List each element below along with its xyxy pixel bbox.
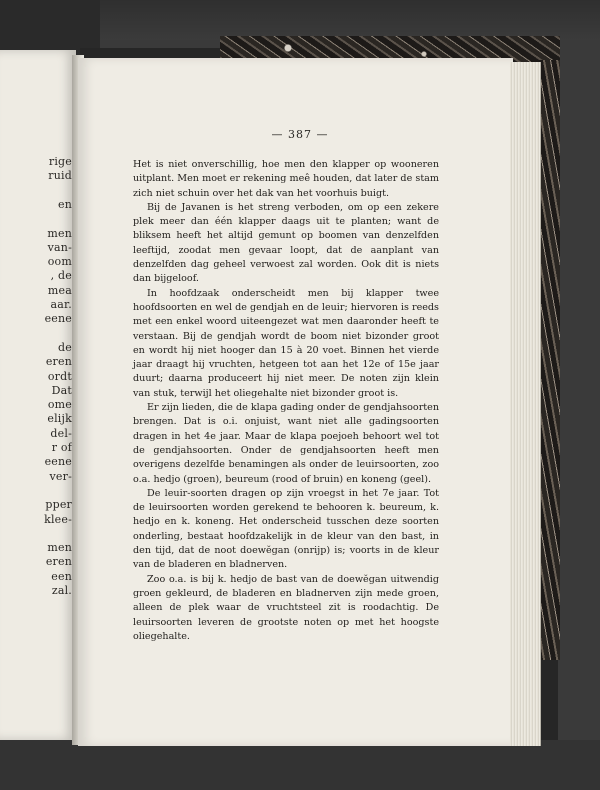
- left-page-fragment: oom: [47, 255, 72, 269]
- left-page-fragment: een: [51, 569, 72, 583]
- left-page-fragment: van-: [47, 240, 72, 254]
- body-text: [133, 158, 439, 644]
- paragraph: Het is niet onverschillig, hoe men den klapper op wooneren uitplant. Men moet er rekening meê houden, dat later de stam zich niet schuin over het dak van het voorhuis buigt.: [133, 159, 439, 199]
- left-page-fragment: del-: [50, 426, 72, 440]
- page-number: — 387 —: [271, 128, 329, 141]
- left-page-fragment: klee-: [44, 512, 72, 526]
- paragraph: Bij de Javanen is het streng verboden, om op een zekere plek meer dan één klapper daags uit te planten; want de bliksem heeft het altijd gemunt op boomen van denzelfden leeftijd, zoodat men gevaar loopt, dat de aanplant van denzelfden dag geheel verwoest zal worden. Ook dit is niets dan bijgeloof.: [133, 201, 439, 285]
- left-page-fragment: eene: [44, 312, 72, 326]
- left-page-fragment: rige: [48, 155, 72, 168]
- left-page-fragment: aar.: [50, 298, 72, 311]
- left-page: [0, 50, 76, 740]
- left-page-fragment: zal.: [51, 584, 72, 597]
- left-page-fragment: ver-: [49, 469, 72, 483]
- left-page-fragment: men: [47, 226, 72, 240]
- paragraph: Zoo o.a. is bij k. hedjo de bast van de doewĕgan uitwendig groen gekleurd, de bladeren en bladnerven zijn mede groen, alleen de plek waar de vruchtsteel zit is roodachtig. De leuirsoorten leveren de grootste noten op met het hoogste oliegehalte.: [133, 573, 439, 642]
- left-page-fragment: eren: [45, 355, 72, 369]
- left-page-fragment: , de: [50, 269, 72, 283]
- page-edges: [510, 62, 541, 746]
- left-page-fragment: r of: [51, 441, 72, 454]
- left-page-fragment: pper: [45, 498, 72, 512]
- left-page-fragment: eene: [44, 455, 72, 469]
- paragraph: Er zijn lieden, die de klapa gading onder de gendjahsoorten brengen. Dat is o.i. onjuist, want niet alle gadingsoorten dragen in het 4e jaar. Maar de klapa poejoeh behoort wel tot de gendjahsoorten. Onder de gendjahsoorten heeft men overigens dezelfde benamingen als onder de leuirsoorten, zoo o.a. hedjo (groen), beureum (rood of bruin) en koneng (geel).: [133, 402, 439, 485]
- paragraph: De leuir-soorten dragen op zijn vroegst in het 7e jaar. Tot de leuirsoorten worden gerekend te behooren k. beureum, k. hedjo en k. koneng. Het onderscheid tusschen deze soorten onderling, bestaat hoofdzakelijk in de kleur van den bast, in den tijd, dat de noot doewĕgan (onrijp) is; voorts in de kleur van de bladeren en bladnerven.: [133, 487, 439, 571]
- left-page-fragment: de: [58, 340, 72, 354]
- left-page-fragment: ordt: [47, 369, 72, 383]
- marbled-cover-side: [538, 60, 560, 660]
- left-page-fragment: ome: [47, 398, 72, 412]
- left-page-fragment: ruid: [48, 169, 72, 183]
- left-page-fragment: en: [58, 197, 72, 211]
- left-page-fragment: elijk: [47, 412, 72, 426]
- paragraph: In hoofdzaak onderscheidt men bij klapper twee hoofdsoorten en wel de gendjah en de leuir; hiervoren is reeds met een enkel woord uiteengezet wat men daaronder heeft te verstaan. Bij de gendjah wordt de boom niet bizonder groot en wordt hij niet hooger dan 15 à 20 voet. Binnen het vierde jaar draagt hij vruchten, hetgeen tot aan het 12e of 15e jaar duurt; daarna produceert hij niet meer. De noten zijn klein van stuk, terwijl het oliegehalte niet bizonder groot is.: [133, 287, 439, 399]
- background-bottom: [0, 740, 600, 790]
- left-page-fragment: Dat: [51, 383, 72, 397]
- left-page-fragment: eren: [45, 555, 72, 569]
- left-page-fragment: mea: [47, 283, 72, 297]
- left-page-fragment: men: [47, 541, 72, 555]
